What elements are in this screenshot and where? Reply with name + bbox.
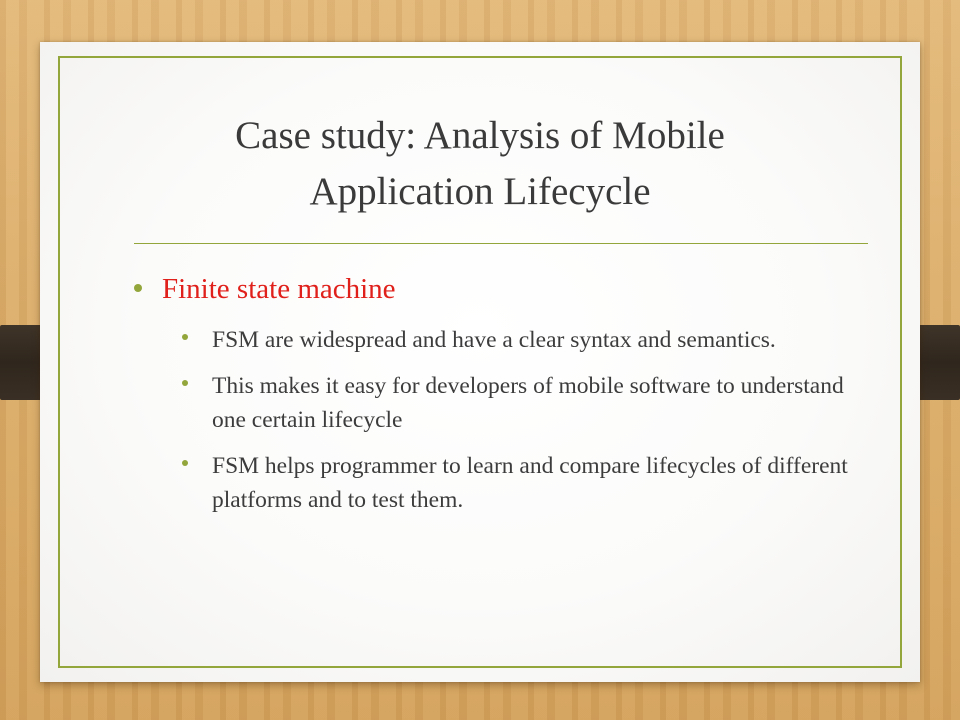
slide-body (132, 271, 852, 529)
bullet-dot-icon (182, 460, 188, 466)
sub-bullet-3 (182, 449, 852, 517)
slide-title-line-2: Application Lifecycle (309, 170, 651, 213)
bullet-main (132, 271, 852, 307)
bullet-dot-icon (134, 284, 142, 292)
slide-title (100, 108, 860, 220)
sub-bullet-1 (182, 323, 852, 357)
slide-title-line-1: Case study: Analysis of Mobile (235, 114, 725, 157)
bullet-main-text: Finite state machine (162, 273, 396, 305)
bullet-dot-icon (182, 334, 188, 340)
sub-bullet-text: This makes it easy for developers of mobile software to understand one certain lifecycle (212, 373, 844, 433)
bullet-dot-icon (182, 380, 188, 386)
sub-bullet-text: FSM are widespread and have a clear syntax and semantics. (212, 327, 776, 353)
sub-bullet-2 (182, 369, 852, 437)
sub-bullet-list (182, 323, 852, 517)
sub-bullet-text: FSM helps programmer to learn and compare lifecycles of different platforms and to test them. (212, 453, 848, 513)
title-divider (134, 243, 868, 244)
slide-paper (40, 42, 920, 682)
